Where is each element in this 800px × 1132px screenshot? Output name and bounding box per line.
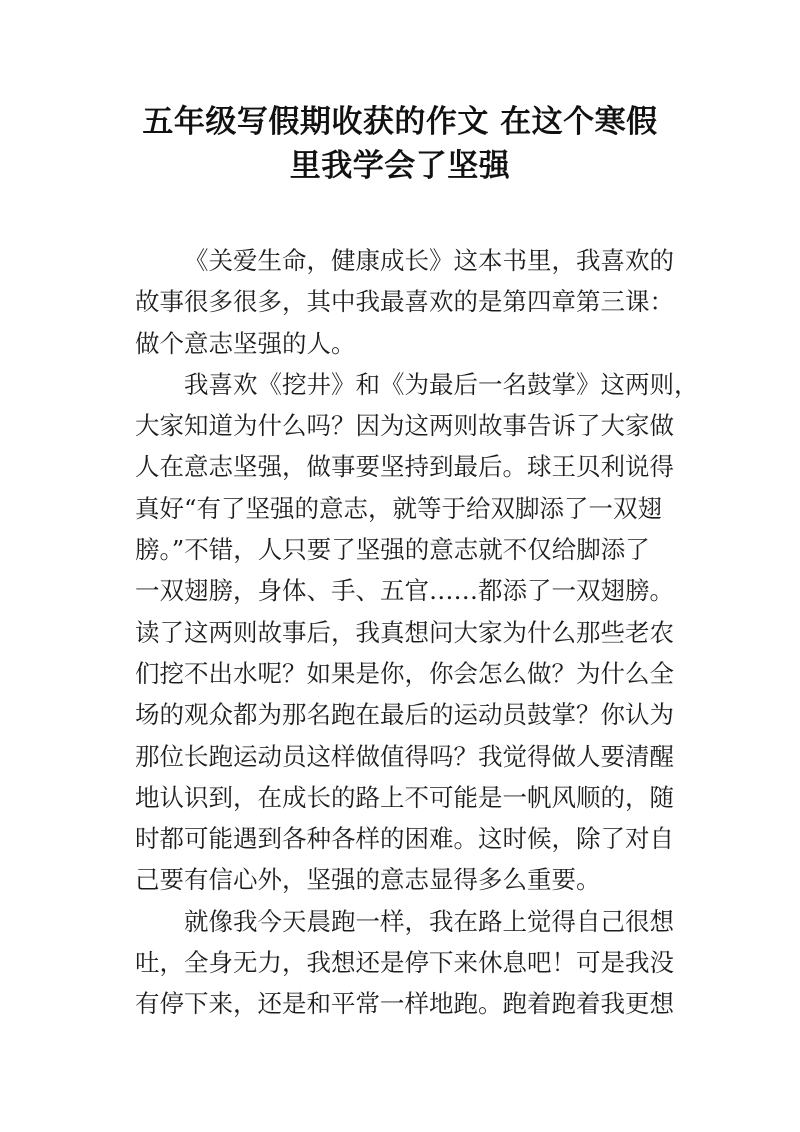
document-body — [135, 240, 699, 1025]
title-line-2: 里我学会了坚强 — [289, 148, 511, 184]
text-line: 时都可能遇到各种各样的困难。这时候，除了对自 — [135, 824, 674, 854]
text-line: 吐，全身无力，我想还是停下来休息吧！可是我没 — [135, 948, 674, 978]
text-line: 膀。”不错，人只要了坚强的意志就不仅给脚添了 — [135, 535, 650, 565]
text-line: 大家知道为什么吗？因为这两则故事告诉了大家做 — [135, 411, 674, 441]
text-line: 故事很多很多，其中我最喜欢的是第四章第三课： — [135, 287, 674, 317]
paragraph-3 — [135, 901, 675, 1025]
text-line: 们挖不出水呢？如果是你，你会怎么做？为什么全 — [135, 658, 674, 688]
text-line: 《关爱生命，健康成长》这本书里，我喜欢的 — [184, 246, 674, 275]
paragraph-1 — [135, 240, 675, 364]
text-line: 有停下来，还是和平常一样地跑。跑着跑着我更想 — [135, 989, 674, 1019]
text-line: 做个意志坚强的人。 — [135, 328, 356, 358]
text-line: 就像我今天晨跑一样，我在路上觉得自己很想 — [184, 906, 674, 936]
text-line: 我喜欢《挖井》和《为最后一名鼓掌》这两则， — [184, 369, 699, 399]
text-line: 一双翅膀，身体、手、五官……都添了一双翅膀。 — [135, 576, 674, 606]
title-line-1: 五年级写假期收获的作文 在这个寒假 — [142, 104, 658, 140]
text-line: 人在意志坚强，做事要坚持到最后。球王贝利说得 — [135, 452, 674, 482]
document-title — [0, 100, 800, 188]
text-line: 那位长跑运动员这样做值得吗？我觉得做人要清醒 — [135, 741, 674, 771]
paragraph-2 — [135, 364, 699, 901]
text-line: 地认识到，在成长的路上不可能是一帆风顺的，随 — [135, 782, 674, 812]
text-line: 读了这两则故事后，我真想问大家为什么那些老农 — [135, 617, 674, 647]
text-line: 场的观众都为那名跑在最后的运动员鼓掌？你认为 — [135, 700, 674, 730]
text-line: 真好“有了坚强的意志，就等于给双脚添了一双翅 — [135, 493, 663, 523]
text-line: 己要有信心外，坚强的意志显得多么重要。 — [135, 865, 601, 895]
